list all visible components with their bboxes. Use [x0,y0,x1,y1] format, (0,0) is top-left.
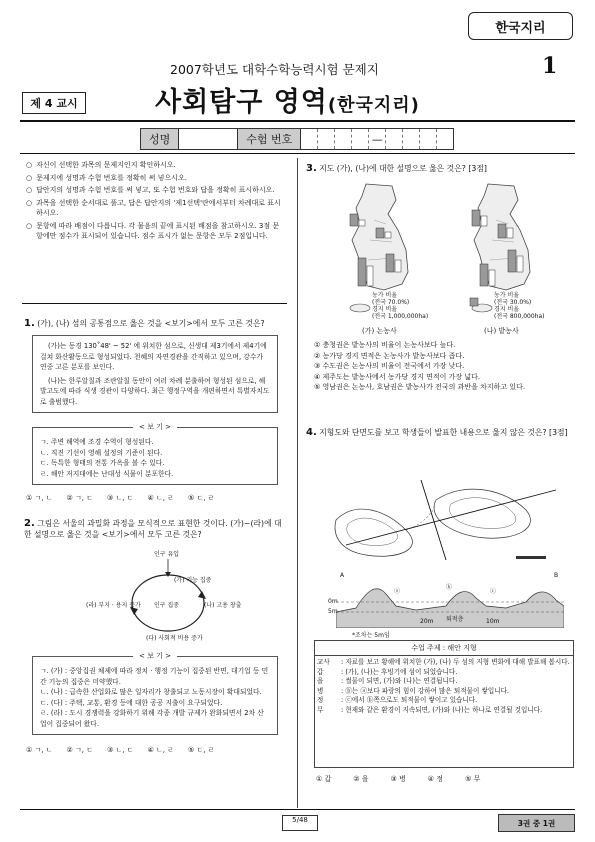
diagram-label-na: (나) 고용 창출 [204,602,242,609]
tide-note: *조차는 5m임 [352,632,390,639]
lesson-title: 수업 주제 : 해안 지형 [315,641,573,656]
instructions [26,160,284,244]
name-label: 성명 [141,129,179,149]
question-2-bogi: < 보 기 > ㄱ. (가) : 중앙집권 체제에 따라 정치 · 행정 기능이 집중된 반면, 대기업 등 민간 기능의 집중은 미약했다. ㄴ. (나) : 급속한 산업화로 많은 일자리가 창출되고 노동시장이 확대되었다. ㄷ. (다) : 주택, 교통, 환경 등에 대한 공공 지출이 요구되었다. ㄹ. (라) : 도시 경쟁력을 강화하기 위해 각종 개발 규제가 완화되면서 2차 산업이 집중되어 왔다. [32,656,278,735]
map-a-legend: 농가 비율 (전국 70.0%) 경지 비율 (전국 1,000,000ha) [372,292,429,320]
choice[interactable]: ⑤ 영남권은 논농사, 호남권은 밭농사가 전국의 과반을 차지하고 있다. [314,383,526,391]
option[interactable]: ③ ㄴ, ㄷ [106,494,134,502]
section-label-c-mark: ⓒ [490,588,497,595]
bullet-icon: ○ [26,198,33,207]
diagram-label-top: 인구 유입 [154,551,180,558]
map-b-legend: 농가 비율 (전국 30.0%) 경지 비율 (전국 800,000ha) [494,292,545,320]
dialogue-row: 을 : 썰물이 되면, (가)와 (나)는 연결됩니다. [317,677,458,685]
question-number: 1. [24,318,35,329]
option[interactable]: ① ㄱ, ㄴ [26,746,53,754]
diagram-label-center: 인구 집중 [154,602,180,609]
volume-badge: 3권 중 1권 [498,814,575,832]
dialogue-row: 교사 : 자료를 보고 황해에 위치한 (가), (나) 두 섬의 지형 변화에 대해 발표해 봅시다. [317,658,570,666]
question-1 [24,318,286,504]
diagram-label-ga: (가) 기능 집중 [174,577,212,584]
choice[interactable]: ② 농가당 경지 면적은 논농사가 밭농사보다 좁다. [314,351,465,360]
dialogue-row: 갑 : (가), (나)는 후빙기에 섬이 되었습니다. [317,667,458,676]
question-number: 3. [306,163,317,174]
option[interactable]: ③ 병 [390,775,406,783]
option[interactable]: ③ ㄴ, ㄷ [106,746,134,754]
header-rule-top [20,120,575,122]
diagram-label-ra: (라) 부지 · 용지 증가 [86,602,141,609]
id-dash: — [369,129,386,149]
bullet-icon: ○ [26,173,33,182]
title-sub: (한국지리) [327,95,420,116]
instruction-item: ○ 답안지의 성명과 수험 번호를 써 넣고, 또 수험 번호와 답을 정확히 표시하시오. [26,186,275,194]
cycle-diagram-svg [90,553,250,641]
question-1-bogi: < 보 기 > ㄱ. 주변 해역에 조경 수역이 형성된다. ㄴ. 직진 기선이 영해 설정의 기준이 된다. ㄷ. 독특한 형태의 전통 가옥을 볼 수 있다. ㄹ. 해안 저지대에는 난대성 식물이 분포한다. [32,427,278,485]
exam-title: 2007학년도 대학수학능력시험 문제지 [170,62,379,77]
depth-0: 0m [328,598,338,605]
instruction-item: ○ 과목을 선택한 순서대로 풀고, 답은 답안지의 '제1선택'란에서부터 차례대로 표시하시오. [26,198,281,217]
question-1-stem: 1. (가), (나) 섬의 공통점으로 옳은 것을 <보기>에서 모두 고른 것은? [24,318,265,329]
option[interactable]: ⑤ 무 [465,775,481,783]
page-number: 1 [542,53,558,79]
option[interactable]: ④ 정 [427,775,444,783]
depth-20: 20m [420,618,434,625]
question-number: 4. [306,427,317,438]
question-2 [24,518,286,540]
id-cell[interactable] [420,129,437,149]
depth-5: 5m [328,608,338,615]
choice[interactable]: ③ 수도권은 논농사의 비율이 전국에서 가장 낮다. [314,362,465,370]
option[interactable]: ② ㄱ, ㄷ [66,746,93,754]
choice[interactable]: ④ 제주도는 밭농사에서 농가당 경지 면적이 가장 넓다. [314,372,481,381]
subject-tag: 한국지리 [468,12,573,40]
question-1-options [26,493,286,504]
question-2-stem: 2. 그림은 서울의 과밀화 과정을 모식적으로 표현한 것이다. (가)~(라)에 대한 설명으로 옳은 것을 <보기>에서 모두 고른 것은? [24,518,282,539]
question-3-stem: 3. 지도 (가), (나)에 대한 설명으로 옳은 것은? [3점] [306,163,487,174]
instruction-item: ○ 자신이 선택한 과목의 문제지인지 확인하시오. [26,161,176,169]
question-3 [306,163,571,174]
id-cell[interactable] [386,129,403,149]
question-4-stem: 4. 지형도와 단면도를 보고 학생들이 발표한 내용으로 옳지 않은 것은? [3점] [306,427,568,438]
name-field[interactable] [179,129,238,149]
option[interactable]: ② ㄱ, ㄷ [66,494,93,502]
option[interactable]: ④ ㄴ, ㄹ [147,746,174,754]
section-label-b: B [554,572,559,579]
map-a-caption: (가) 논농사 [362,327,397,335]
choice[interactable]: ① 충청권은 밭농사의 비율이 논농사보다 높다. [314,341,456,349]
option[interactable]: ② 을 [353,775,369,783]
footer-rule [20,809,575,810]
title-main: 사회탐구 영역 [155,87,328,118]
bullet-icon: ○ [26,186,33,194]
column-divider [297,158,298,808]
option[interactable]: ⑤ ㄷ, ㄹ [187,494,215,502]
dialogue-row: 정 : ⓒ에서 ⓑ쪽으로도 퇴적물이 쌓이고 있습니다. [317,696,478,704]
depth-10: 10m [486,618,500,625]
section-label-a: A [340,572,345,579]
question-1-passage: (가)는 동경 130˚48' ~ 52' 에 위치한 섬으로, 신생대 제3기에서 제4기에 걸쳐 화산활동으로 형성되었다. 천혜의 자연경관을 간직하고 있으며, 강수가 연중 고른 분포를 보인다. (나)는 한루알칠과 조란알칠 동안이 여러 차례 분출하여 형성된 섬으로, 해발고도에 따라 식생 경관이 다양하다. 최근 행정구역을 개편하면서 특별자치도로 출범했다. [32,335,278,413]
question-4-options [316,774,480,784]
page-title [155,80,420,119]
lesson-box [314,640,574,768]
id-label: 수험 번호 [238,129,301,149]
id-cell[interactable] [335,129,352,149]
footer-page-number: 5/48 [282,815,318,831]
section-label-b-mark: ⓑ [446,584,453,591]
instruction-item: ○ 문항에 따라 배점이 다릅니다. 각 물음의 끝에 표시된 배점을 참고하시오. 3점 문항에만 점수가 표시되어 있습니다. 점수 표시가 없는 문항은 모두 2점입니다. [26,221,280,240]
option[interactable]: ④ ㄴ, ㄹ [147,494,174,502]
id-cell[interactable] [301,129,318,149]
id-cell[interactable] [318,129,335,149]
question-2-options [26,745,286,756]
name-id-row [140,128,454,150]
dialogue-row: 무 : 현재와 같은 환경이 지속되면, (가)와 (나)는 하나로 연결될 것입니다. [317,705,543,714]
option[interactable]: ① ㄱ, ㄴ [26,494,53,502]
id-cell[interactable] [403,129,420,149]
dialogue-table [315,658,573,715]
bullet-icon: ○ [26,161,33,169]
question-number: 2. [24,518,35,529]
topo-map-svg [326,460,576,570]
option[interactable]: ① 갑 [316,775,332,783]
question-2-body [24,652,286,756]
diagram-label-da: (다) 사회적 비용 증가 [146,635,203,642]
session-badge: 제 4 교시 [22,92,86,114]
instruction-item: ○ 문제지에 성명과 수험 번호를 정확히 써 넣으시오. [26,173,187,182]
cross-section [328,572,564,628]
id-cell[interactable] [352,129,369,149]
question-4 [306,427,571,438]
header-rule-bottom [20,153,575,154]
option[interactable]: ⑤ ㄷ, ㄹ [187,746,215,754]
topo-map [326,460,576,570]
notes-rule [22,303,287,304]
bullet-icon: ○ [26,221,33,230]
map-b-caption: (나) 밭농사 [484,327,519,335]
question-3-choices [314,340,569,393]
dialogue-row: 병 : ⓑ는 ⓐ보다 파랑의 힘이 강하여 많은 퇴적물이 쌓입니다. [317,686,510,695]
id-cell[interactable] [437,129,453,149]
section-label-sediment: 퇴적층 [446,616,464,623]
section-label-a-mark: ⓐ [394,588,401,595]
cycle-diagram [86,551,250,642]
